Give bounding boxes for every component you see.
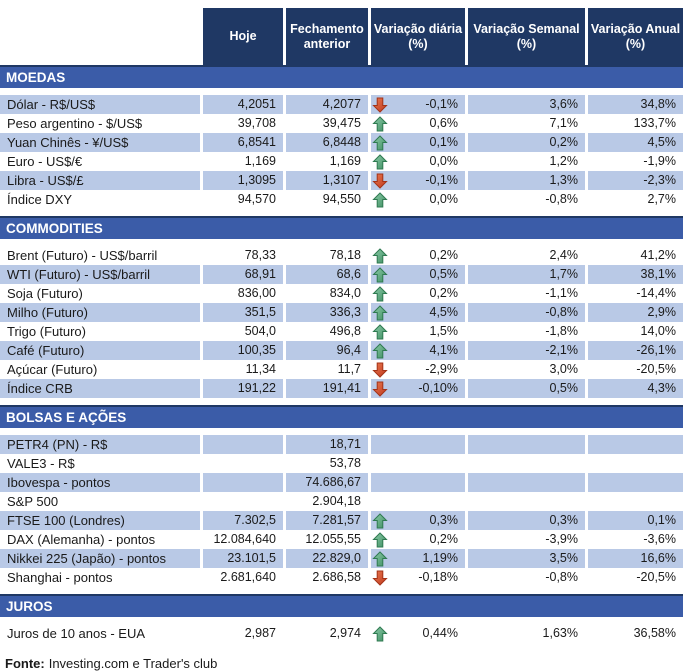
variacao-diaria-cell xyxy=(368,95,465,114)
variacao-anual-value: 14,0% xyxy=(585,322,683,341)
table-row xyxy=(0,492,683,511)
section-spacer xyxy=(0,398,694,405)
hoje-value: 191,22 xyxy=(200,379,283,398)
hoje-value: 1,169 xyxy=(200,152,283,171)
table-row xyxy=(0,303,683,322)
section-header-commodities: COMMODITIES xyxy=(0,216,683,239)
arrow-placeholder xyxy=(372,455,389,472)
hoje-value xyxy=(200,473,283,492)
fechamento-anterior-value: 7.281,57 xyxy=(283,511,368,530)
variacao-semanal-value: -0,8% xyxy=(465,303,585,322)
hoje-value: 836,00 xyxy=(200,284,283,303)
fechamento-anterior-value: 12.055,55 xyxy=(283,530,368,549)
variacao-diaria-value: 0,44% xyxy=(422,626,458,640)
variacao-semanal-value: -0,8% xyxy=(465,190,585,209)
down-arrow-icon xyxy=(372,361,389,378)
variacao-diaria-cell xyxy=(368,303,465,322)
variacao-diaria-value: 0,2% xyxy=(429,286,458,300)
variacao-diaria-cell xyxy=(368,133,465,152)
section-rows xyxy=(0,624,694,643)
down-arrow-icon xyxy=(372,380,389,397)
variacao-semanal-value xyxy=(465,473,585,492)
section-rows xyxy=(0,246,694,398)
variacao-diaria-cell xyxy=(368,360,465,379)
table-row xyxy=(0,530,683,549)
row-label: Índice DXY xyxy=(7,192,73,207)
hoje-value: 78,33 xyxy=(200,246,283,265)
section-spacer xyxy=(0,88,694,95)
row-label: Ibovespa - pontos xyxy=(7,475,111,490)
variacao-anual-value: 4,3% xyxy=(585,379,683,398)
variacao-diaria-value: 1,19% xyxy=(422,551,458,565)
variacao-semanal-value: 3,5% xyxy=(465,549,585,568)
up-arrow-icon xyxy=(372,550,389,567)
up-arrow-icon xyxy=(372,531,389,548)
fechamento-anterior-value: 6,8448 xyxy=(283,133,368,152)
section-spacer xyxy=(0,209,694,216)
hoje-value: 1,3095 xyxy=(200,171,283,190)
fechamento-anterior-value: 39,475 xyxy=(283,114,368,133)
row-label: DAX (Alemanha) - pontos xyxy=(7,532,156,547)
section-header-bolsas-e-a-es: BOLSAS E AÇÕES xyxy=(0,405,683,428)
variacao-diaria-value: 0,5% xyxy=(429,267,458,281)
variacao-diaria-value: 0,0% xyxy=(429,192,458,206)
up-arrow-icon xyxy=(372,134,389,151)
up-arrow-icon xyxy=(372,153,389,170)
arrow-placeholder xyxy=(372,436,389,453)
down-arrow-icon xyxy=(372,96,389,113)
section-header-juros: JUROS xyxy=(0,594,683,617)
variacao-diaria-value: 4,1% xyxy=(429,343,458,357)
variacao-diaria-cell xyxy=(368,152,465,171)
variacao-diaria-value: 0,1% xyxy=(429,135,458,149)
fechamento-anterior-value: 2,974 xyxy=(283,624,368,643)
row-label: Libra - US$/£ xyxy=(7,173,84,188)
variacao-diaria-cell xyxy=(368,492,465,511)
variacao-anual-value: 36,58% xyxy=(585,624,683,643)
fechamento-anterior-value: 2.686,58 xyxy=(283,568,368,587)
variacao-diaria-value: -0,10% xyxy=(418,381,458,395)
variacao-anual-value: -26,1% xyxy=(585,341,683,360)
variacao-diaria-value: 0,0% xyxy=(429,154,458,168)
row-label: Yuan Chinês - ¥/US$ xyxy=(7,135,129,150)
fechamento-anterior-value: 96,4 xyxy=(283,341,368,360)
variacao-anual-value xyxy=(585,435,683,454)
variacao-diaria-cell xyxy=(368,284,465,303)
hoje-value: 12.084,640 xyxy=(200,530,283,549)
variacao-diaria-cell xyxy=(368,511,465,530)
row-label: Juros de 10 anos - EUA xyxy=(7,626,146,641)
variacao-diaria-cell xyxy=(368,530,465,549)
fechamento-anterior-value: 22.829,0 xyxy=(283,549,368,568)
column-header-variacao-diaria: Variação diária (%) xyxy=(368,8,465,65)
row-label: Dólar - R$/US$ xyxy=(7,97,96,112)
variacao-diaria-value: 4,5% xyxy=(429,305,458,319)
variacao-anual-value xyxy=(585,454,683,473)
section-spacer xyxy=(0,643,694,650)
table-body xyxy=(0,65,694,650)
variacao-diaria-value: -0,1% xyxy=(425,97,458,111)
fechamento-anterior-value: 68,6 xyxy=(283,265,368,284)
variacao-anual-value: 2,7% xyxy=(585,190,683,209)
variacao-anual-value: 34,8% xyxy=(585,95,683,114)
variacao-semanal-value: 0,2% xyxy=(465,133,585,152)
up-arrow-icon xyxy=(372,285,389,302)
row-label: Café (Futuro) xyxy=(7,343,85,358)
variacao-semanal-value: -0,8% xyxy=(465,568,585,587)
table-row xyxy=(0,265,683,284)
table-row xyxy=(0,95,683,114)
variacao-diaria-cell xyxy=(368,435,465,454)
row-label: FTSE 100 (Londres) xyxy=(7,513,125,528)
variacao-diaria-cell xyxy=(368,568,465,587)
table-header-row xyxy=(0,8,683,65)
table-row xyxy=(0,454,683,473)
table-row xyxy=(0,568,683,587)
variacao-anual-value xyxy=(585,492,683,511)
fechamento-anterior-value: 18,71 xyxy=(283,435,368,454)
variacao-diaria-cell xyxy=(368,379,465,398)
section-spacer xyxy=(0,587,694,594)
source-label: Fonte: xyxy=(5,656,45,671)
section-header-moedas: MOEDAS xyxy=(0,65,683,88)
variacao-diaria-value: -0,1% xyxy=(425,173,458,187)
variacao-diaria-cell xyxy=(368,246,465,265)
variacao-diaria-cell xyxy=(368,341,465,360)
fechamento-anterior-value: 336,3 xyxy=(283,303,368,322)
column-header-fechamento: Fechamento anterior xyxy=(283,8,368,65)
table-row xyxy=(0,473,683,492)
fechamento-anterior-value: 74.686,67 xyxy=(283,473,368,492)
table-row xyxy=(0,133,683,152)
hoje-value: 6,8541 xyxy=(200,133,283,152)
variacao-semanal-value xyxy=(465,454,585,473)
hoje-value: 23.101,5 xyxy=(200,549,283,568)
variacao-semanal-value: 1,2% xyxy=(465,152,585,171)
table-row xyxy=(0,549,683,568)
variacao-anual-value: -20,5% xyxy=(585,568,683,587)
row-label: Milho (Futuro) xyxy=(7,305,88,320)
variacao-semanal-value: 2,4% xyxy=(465,246,585,265)
up-arrow-icon xyxy=(372,266,389,283)
hoje-value: 11,34 xyxy=(200,360,283,379)
variacao-anual-value: -20,5% xyxy=(585,360,683,379)
up-arrow-icon xyxy=(372,323,389,340)
fechamento-anterior-value: 834,0 xyxy=(283,284,368,303)
variacao-anual-value: -14,4% xyxy=(585,284,683,303)
arrow-placeholder xyxy=(372,493,389,510)
variacao-diaria-cell xyxy=(368,473,465,492)
variacao-anual-value: 41,2% xyxy=(585,246,683,265)
up-arrow-icon xyxy=(372,191,389,208)
hoje-value: 94,570 xyxy=(200,190,283,209)
variacao-semanal-value: 0,3% xyxy=(465,511,585,530)
arrow-placeholder xyxy=(372,474,389,491)
column-header-variacao-semanal: Variação Semanal (%) xyxy=(465,8,585,65)
hoje-value xyxy=(200,492,283,511)
variacao-anual-value: 4,5% xyxy=(585,133,683,152)
variacao-anual-value xyxy=(585,473,683,492)
column-header-hoje: Hoje xyxy=(200,8,283,65)
hoje-value: 2.681,640 xyxy=(200,568,283,587)
source-text: Investing.com e Trader's club xyxy=(48,656,218,671)
up-arrow-icon xyxy=(372,512,389,529)
table-row xyxy=(0,152,683,171)
hoje-value: 7.302,5 xyxy=(200,511,283,530)
up-arrow-icon xyxy=(372,304,389,321)
up-arrow-icon xyxy=(372,342,389,359)
hoje-value xyxy=(200,435,283,454)
variacao-anual-value: -2,3% xyxy=(585,171,683,190)
variacao-diaria-cell xyxy=(368,114,465,133)
fechamento-anterior-value: 11,7 xyxy=(283,360,368,379)
hoje-value: 4,2051 xyxy=(200,95,283,114)
table-row xyxy=(0,511,683,530)
variacao-diaria-value: -2,9% xyxy=(425,362,458,376)
source-note xyxy=(5,656,694,671)
variacao-semanal-value: -3,9% xyxy=(465,530,585,549)
table-row xyxy=(0,190,683,209)
variacao-semanal-value xyxy=(465,492,585,511)
table-row xyxy=(0,341,683,360)
up-arrow-icon xyxy=(372,115,389,132)
hoje-value: 2,987 xyxy=(200,624,283,643)
row-label: Índice CRB xyxy=(7,381,73,396)
variacao-diaria-cell xyxy=(368,171,465,190)
row-label: Euro - US$/€ xyxy=(7,154,83,169)
section-spacer xyxy=(0,617,694,624)
variacao-semanal-value: 1,63% xyxy=(465,624,585,643)
variacao-anual-value: 16,6% xyxy=(585,549,683,568)
section-rows xyxy=(0,95,694,209)
variacao-diaria-value: 0,3% xyxy=(429,513,458,527)
row-label: VALE3 - R$ xyxy=(7,456,75,471)
section-spacer xyxy=(0,239,694,246)
fechamento-anterior-value: 2.904,18 xyxy=(283,492,368,511)
variacao-diaria-value: 0,2% xyxy=(429,532,458,546)
table-row xyxy=(0,171,683,190)
row-label: Soja (Futuro) xyxy=(7,286,83,301)
hoje-value: 100,35 xyxy=(200,341,283,360)
variacao-anual-value: 133,7% xyxy=(585,114,683,133)
row-label: Brent (Futuro) - US$/barril xyxy=(7,248,158,263)
variacao-diaria-value: 0,2% xyxy=(429,248,458,262)
table-row xyxy=(0,435,683,454)
row-label: Shanghai - pontos xyxy=(7,570,113,585)
fechamento-anterior-value: 191,41 xyxy=(283,379,368,398)
fechamento-anterior-value: 94,550 xyxy=(283,190,368,209)
variacao-diaria-value: 1,5% xyxy=(429,324,458,338)
row-label: WTI (Futuro) - US$/barril xyxy=(7,267,151,282)
row-label: S&P 500 xyxy=(7,494,59,509)
fechamento-anterior-value: 1,169 xyxy=(283,152,368,171)
up-arrow-icon xyxy=(372,625,389,642)
table-row xyxy=(0,624,683,643)
hoje-value: 39,708 xyxy=(200,114,283,133)
row-label: Açúcar (Futuro) xyxy=(7,362,98,377)
section-spacer xyxy=(0,428,694,435)
hoje-value: 504,0 xyxy=(200,322,283,341)
variacao-diaria-cell xyxy=(368,265,465,284)
down-arrow-icon xyxy=(372,569,389,586)
variacao-anual-value: 38,1% xyxy=(585,265,683,284)
variacao-diaria-value: -0,18% xyxy=(418,570,458,584)
up-arrow-icon xyxy=(372,247,389,264)
variacao-diaria-cell xyxy=(368,322,465,341)
header-corner-spacer xyxy=(0,8,200,65)
row-label: PETR4 (PN) - R$ xyxy=(7,437,108,452)
column-header-variacao-anual: Variação Anual (%) xyxy=(585,8,683,65)
row-label: Peso argentino - $/US$ xyxy=(7,116,143,131)
variacao-diaria-cell xyxy=(368,624,465,643)
table-row xyxy=(0,360,683,379)
hoje-value: 351,5 xyxy=(200,303,283,322)
variacao-diaria-value: 0,6% xyxy=(429,116,458,130)
variacao-anual-value: -1,9% xyxy=(585,152,683,171)
variacao-semanal-value: 3,0% xyxy=(465,360,585,379)
table-row xyxy=(0,284,683,303)
variacao-semanal-value: 0,5% xyxy=(465,379,585,398)
variacao-anual-value: 0,1% xyxy=(585,511,683,530)
variacao-semanal-value xyxy=(465,435,585,454)
variacao-anual-value: -3,6% xyxy=(585,530,683,549)
table-row xyxy=(0,114,683,133)
table-row xyxy=(0,379,683,398)
section-rows xyxy=(0,435,694,587)
down-arrow-icon xyxy=(372,172,389,189)
variacao-diaria-cell xyxy=(368,190,465,209)
row-label: Nikkei 225 (Japão) - pontos xyxy=(7,551,166,566)
fechamento-anterior-value: 1,3107 xyxy=(283,171,368,190)
hoje-value: 68,91 xyxy=(200,265,283,284)
variacao-semanal-value: 1,7% xyxy=(465,265,585,284)
fechamento-anterior-value: 4,2077 xyxy=(283,95,368,114)
variacao-anual-value: 2,9% xyxy=(585,303,683,322)
fechamento-anterior-value: 53,78 xyxy=(283,454,368,473)
variacao-semanal-value: -2,1% xyxy=(465,341,585,360)
hoje-value xyxy=(200,454,283,473)
variacao-diaria-cell xyxy=(368,454,465,473)
variacao-semanal-value: -1,8% xyxy=(465,322,585,341)
fechamento-anterior-value: 78,18 xyxy=(283,246,368,265)
table-row xyxy=(0,246,683,265)
table-row xyxy=(0,322,683,341)
row-label: Trigo (Futuro) xyxy=(7,324,86,339)
fechamento-anterior-value: 496,8 xyxy=(283,322,368,341)
variacao-semanal-value: 3,6% xyxy=(465,95,585,114)
variacao-semanal-value: -1,1% xyxy=(465,284,585,303)
variacao-semanal-value: 7,1% xyxy=(465,114,585,133)
variacao-semanal-value: 1,3% xyxy=(465,171,585,190)
variacao-diaria-cell xyxy=(368,549,465,568)
